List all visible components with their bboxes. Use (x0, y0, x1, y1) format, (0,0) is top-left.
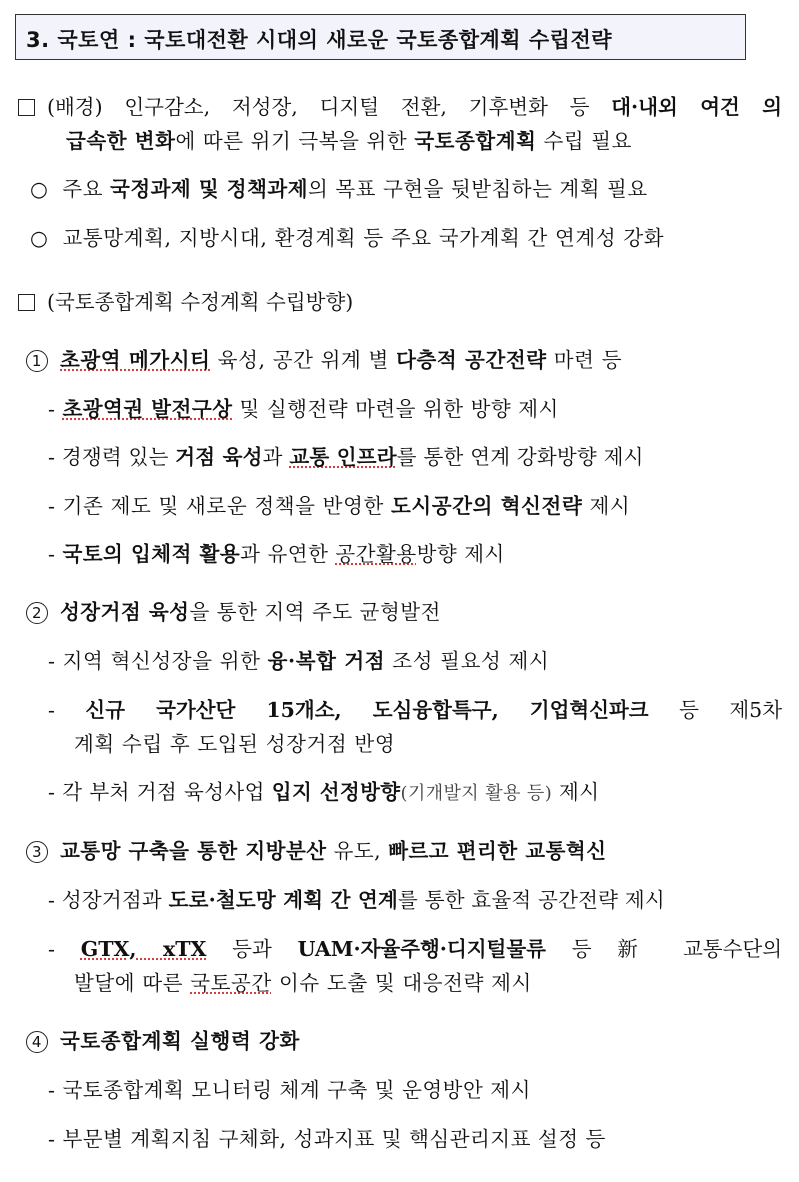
background-line-2: 급속한 변화에 따른 위기 극복을 위한 국토종합계획 수립 필요 (66, 129, 632, 153)
list-item: - 부문별 계획지침 구체화, 성과지표 및 핵심관리지표 설정 등 (48, 1127, 606, 1151)
section-2-heading: 2 성장거점 육성을 통한 지역 주도 균형발전 (26, 597, 441, 627)
title-box (15, 14, 746, 60)
list-item-continued: 계획 수립 후 도입된 성장거점 반영 (74, 732, 396, 756)
list-item: - 기존 제도 및 새로운 정책을 반영한 도시공간의 혁신전략 제시 (48, 494, 631, 518)
list-item: - 경쟁력 있는 거점 육성과 교통 인프라를 통한 연계 강화방향 제시 (48, 445, 644, 469)
square-bullet-icon (18, 99, 35, 116)
list-item: - 신규 국가산단 15개소, 도심융합특구, 기업혁신파크 등 제5차 (48, 698, 783, 722)
background-bullet-2: ○ 교통망계획, 지방시대, 환경계획 등 주요 국가계획 간 연계성 강화 (30, 226, 665, 250)
direction-heading: (국토종합계획 수정계획 수립방향) (18, 287, 353, 317)
list-item: - 국토의 입체적 활용과 유연한 공간활용방향 제시 (48, 542, 505, 566)
background-bullet-1: ○ 주요 국정과제 및 정책과제의 목표 구현을 뒷받침하는 계획 필요 (30, 177, 648, 201)
page-title: 3. 국토연 : 국토대전환 시대의 새로운 국토종합계획 수립전략 (26, 28, 613, 52)
section-1-heading: 1 초광역 메가시티 육성, 공간 위계 별 다층적 공간전략 마련 등 (26, 345, 622, 375)
background-line-1: (배경) 인구감소, 저성장, 디지털 전환, 기후변화 등 대·내외 여건 의 (18, 92, 782, 122)
square-bullet-icon (18, 294, 35, 311)
circle-bullet-icon: ○ (30, 177, 49, 201)
number-circle-icon: 3 (26, 841, 48, 863)
number-circle-icon: 4 (26, 1031, 48, 1053)
list-item-continued: 발달에 따른 국토공간 이슈 도출 및 대응전략 제시 (74, 971, 532, 995)
circle-bullet-icon: ○ (30, 226, 49, 250)
number-circle-icon: 2 (26, 602, 48, 624)
list-item: - 성장거점과 도로·철도망 계획 간 연계를 통한 효율적 공간전략 제시 (48, 888, 665, 912)
list-item: - 국토종합계획 모니터링 체계 구축 및 운영방안 제시 (48, 1078, 531, 1102)
section-4-heading: 4 국토종합계획 실행력 강화 (26, 1026, 300, 1056)
list-item: - 초광역권 발전구상 및 실행전략 마련을 위한 방향 제시 (48, 397, 559, 421)
number-circle-icon: 1 (26, 350, 48, 372)
list-item: - 지역 혁신성장을 위한 융·복합 거점 조성 필요성 제시 (48, 649, 550, 673)
list-item: - 각 부처 거점 육성사업 입지 선정방향(기개발지 활용 등) 제시 (48, 780, 600, 804)
section-3-heading: 3 교통망 구축을 통한 지방분산 유도, 빠르고 편리한 교통혁신 (26, 836, 607, 866)
list-item: - GTX, xTX 등과 UAM·자율주행·디지털물류 등 新 교통수단의 (48, 937, 783, 961)
